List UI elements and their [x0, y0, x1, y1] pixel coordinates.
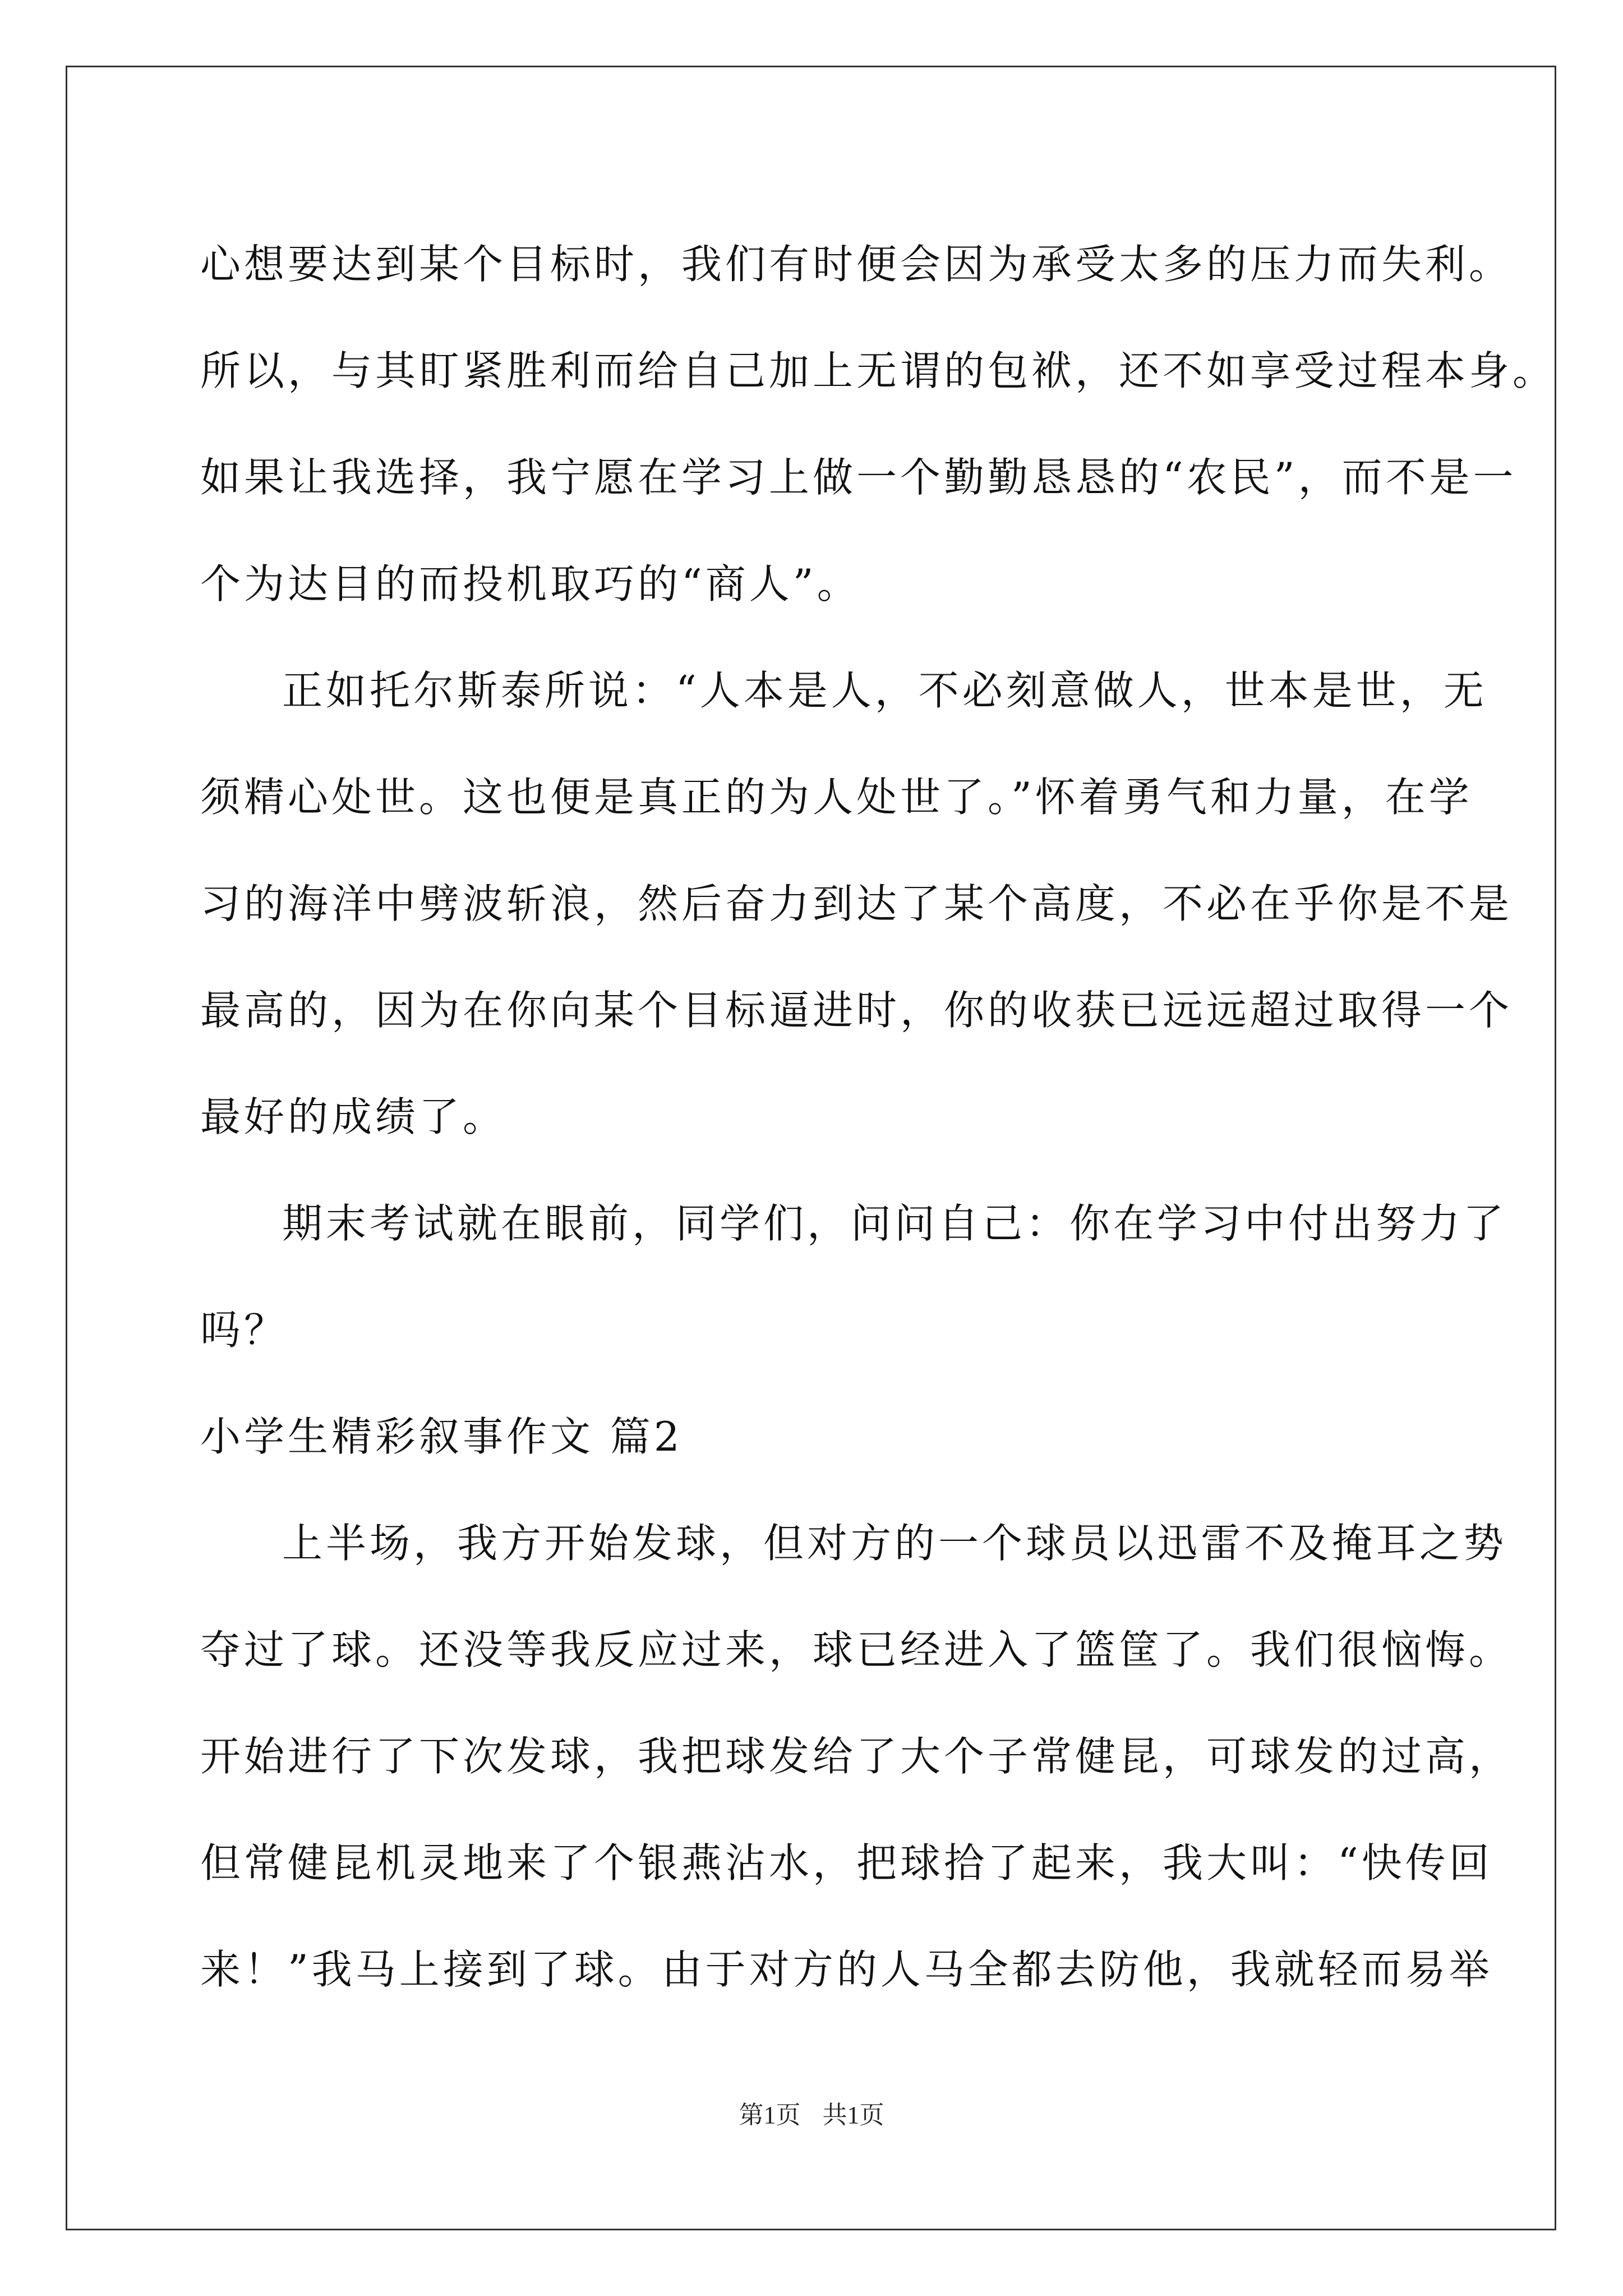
text-line: 来！”我马上接到了球。由于对方的人马全都去防他，我就轻而易举 [200, 1946, 1493, 1993]
paragraph-start-line: 正如托尔斯泰所说：“人本是人，不必刻意做人，世本是世，无 [282, 667, 1487, 714]
text-line: 吗？ [200, 1306, 288, 1354]
text-line: 须精心处世。这也便是真正的为人处世了。”怀着勇气和力量，在学 [200, 774, 1473, 821]
page-footer [0, 2095, 1623, 2131]
text-line: 最高的，因为在你向某个目标逼进时，你的收获已远远超过取得一个 [200, 987, 1513, 1034]
text-line: 习的海洋中劈波斩浪，然后奋力到达了某个高度，不必在乎你是不是 [200, 880, 1513, 927]
text-line: 心想要达到某个目标时，我们有时便会因为承受太多的压力而失利。 [200, 241, 1513, 288]
text-line: 所以，与其盯紧胜利而给自己加上无谓的包袱，还不如享受过程本身。 [200, 347, 1557, 394]
text-line: 夺过了球。还没等我反应过来，球已经进入了篮筐了。我们很恼悔。 [200, 1626, 1513, 1673]
text-line: 开始进行了下次发球，我把球发给了大个子常健昆，可球发的过高， [200, 1733, 1513, 1780]
text-line: 如果让我选择，我宁愿在学习上做一个勤勤恳恳的“农民”，而不是一 [200, 454, 1517, 501]
page-total: 共1页 [822, 2101, 884, 2129]
text-line: 但常健昆机灵地来了个银燕沾水，把球拾了起来，我大叫：“快传回 [200, 1839, 1493, 1887]
text-line: 最好的成绩了。 [200, 1093, 507, 1140]
page-number: 第1页 [739, 2101, 801, 2129]
paragraph-start-line: 上半场，我方开始发球，但对方的一个球员以迅雷不及掩耳之势 [282, 1520, 1507, 1567]
section-heading: 小学生精彩叙事作文 篇2 [200, 1413, 683, 1460]
document-body [200, 211, 1557, 2023]
paragraph-start-line: 期末考试就在眼前，同学们，问问自己：你在学习中付出努力了 [282, 1200, 1507, 1247]
text-line: 个为达目的而投机取巧的“商人”。 [200, 560, 861, 608]
